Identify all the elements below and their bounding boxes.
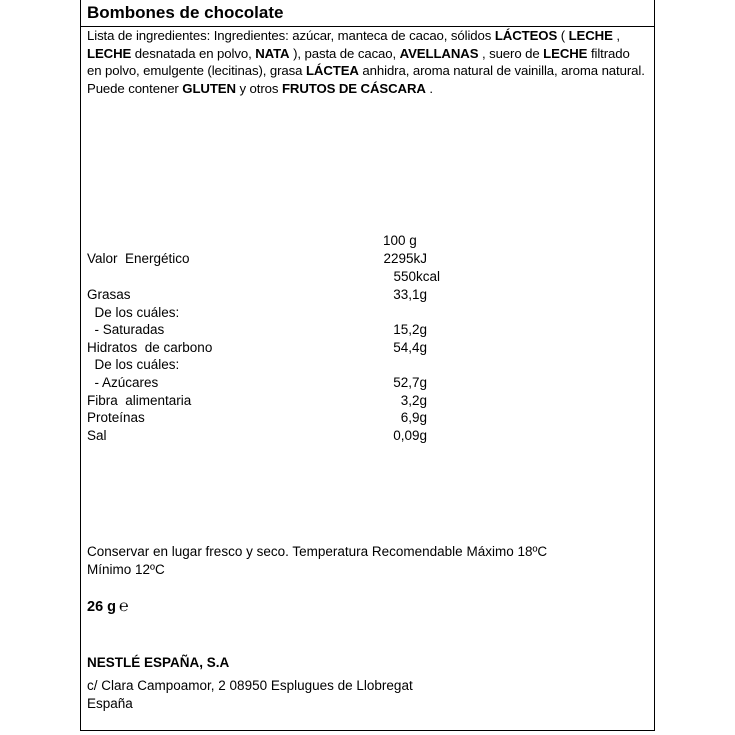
company-address (87, 677, 413, 713)
allergen-text: NATA (255, 45, 290, 61)
nutrition-label: - Azúcares (87, 375, 159, 390)
nutrition-row (87, 374, 427, 392)
nutrition-label: Proteínas (87, 410, 145, 426)
nutrition-label: Hidratos de carbono (87, 339, 213, 355)
allergen-text: AVELLANAS (399, 45, 479, 61)
ingredient-text: . (425, 80, 433, 96)
address-line: España (87, 696, 133, 711)
storage-line: Mínimo 12ºC (87, 562, 165, 577)
allergen-text: LECHE (568, 28, 613, 43)
nutrition-row-energy (87, 250, 427, 268)
ingredients-list (87, 27, 647, 97)
storage-instructions (87, 543, 627, 579)
nutrition-value: 54,4g (393, 339, 427, 355)
nutrition-label: - Saturadas (87, 322, 165, 338)
storage-line: Conservar en lugar fresco y seco. Temperatura Recomendable Máximo 18ºC (87, 544, 548, 559)
net-weight (87, 597, 129, 617)
company-name: NESTLÉ ESPAÑA, S.A (87, 655, 230, 670)
nutrition-row (87, 304, 427, 322)
allergen-text: LÁCTEA (305, 63, 359, 78)
nutrition-row (87, 321, 427, 339)
ingredient-text: Lista de ingredientes: Ingredientes: azúcar, manteca de cacao, sólidos (87, 28, 495, 43)
nutrition-value: 3,2g (400, 392, 427, 408)
address-line: c/ Clara Campoamor, 2 08950 Esplugues de Llobregat (87, 678, 413, 693)
nutrition-label: Sal (87, 427, 107, 443)
nutrition-row (87, 392, 427, 410)
ingredient-text: filtrado en polvo, emulgente (lecitinas), grasa (87, 45, 630, 78)
ingredient-text: anhidra, aroma natural de vainilla, aroma natural. Puede contener (87, 63, 645, 96)
product-title: Bombones de chocolate (87, 3, 284, 22)
nutrition-per-100g-header: 100 g (383, 233, 417, 248)
allergen-text: LECHE (87, 45, 132, 61)
nutrition-label: De los cuáles: (87, 357, 180, 373)
net-weight-value: 26 g (87, 599, 117, 615)
nutrition-value: 15,2g (393, 322, 427, 338)
estimated-sign-icon: ℮ (119, 598, 129, 615)
ingredient-text: , suero de (478, 45, 544, 61)
nutrition-value: 6,9g (400, 410, 427, 426)
nutrition-row (87, 427, 427, 445)
allergen-text: LÁCTEOS (494, 28, 558, 43)
nutrition-row (87, 356, 427, 374)
nutrition-value-kcal: 550kcal (393, 269, 440, 284)
nutrition-value: 33,1g (393, 287, 427, 302)
allergen-text: LECHE (543, 45, 588, 61)
ingredient-text: ), pasta de cacao, (289, 45, 400, 61)
allergen-text: GLUTEN (182, 80, 236, 96)
nutrition-label: De los cuáles: (87, 304, 180, 320)
nutrition-label: Fibra alimentaria (87, 392, 192, 408)
ingredient-text: , (612, 28, 620, 43)
nutrition-label: Grasas (87, 287, 131, 302)
nutrition-row (87, 286, 427, 304)
nutrition-value-kj: 2295kJ (383, 251, 427, 266)
nutrition-value: 0,09g (393, 427, 427, 443)
nutrition-label: Valor Energético (87, 251, 190, 266)
allergen-text: FRUTOS DE CÁSCARA (281, 80, 426, 96)
nutrition-value: 52,7g (393, 375, 427, 390)
nutrition-row (87, 409, 427, 427)
ingredient-text: desnatada en polvo, (131, 45, 256, 61)
ingredient-text: y otros (235, 80, 282, 96)
ingredient-text: ( (557, 28, 569, 43)
nutrition-row (87, 339, 427, 357)
